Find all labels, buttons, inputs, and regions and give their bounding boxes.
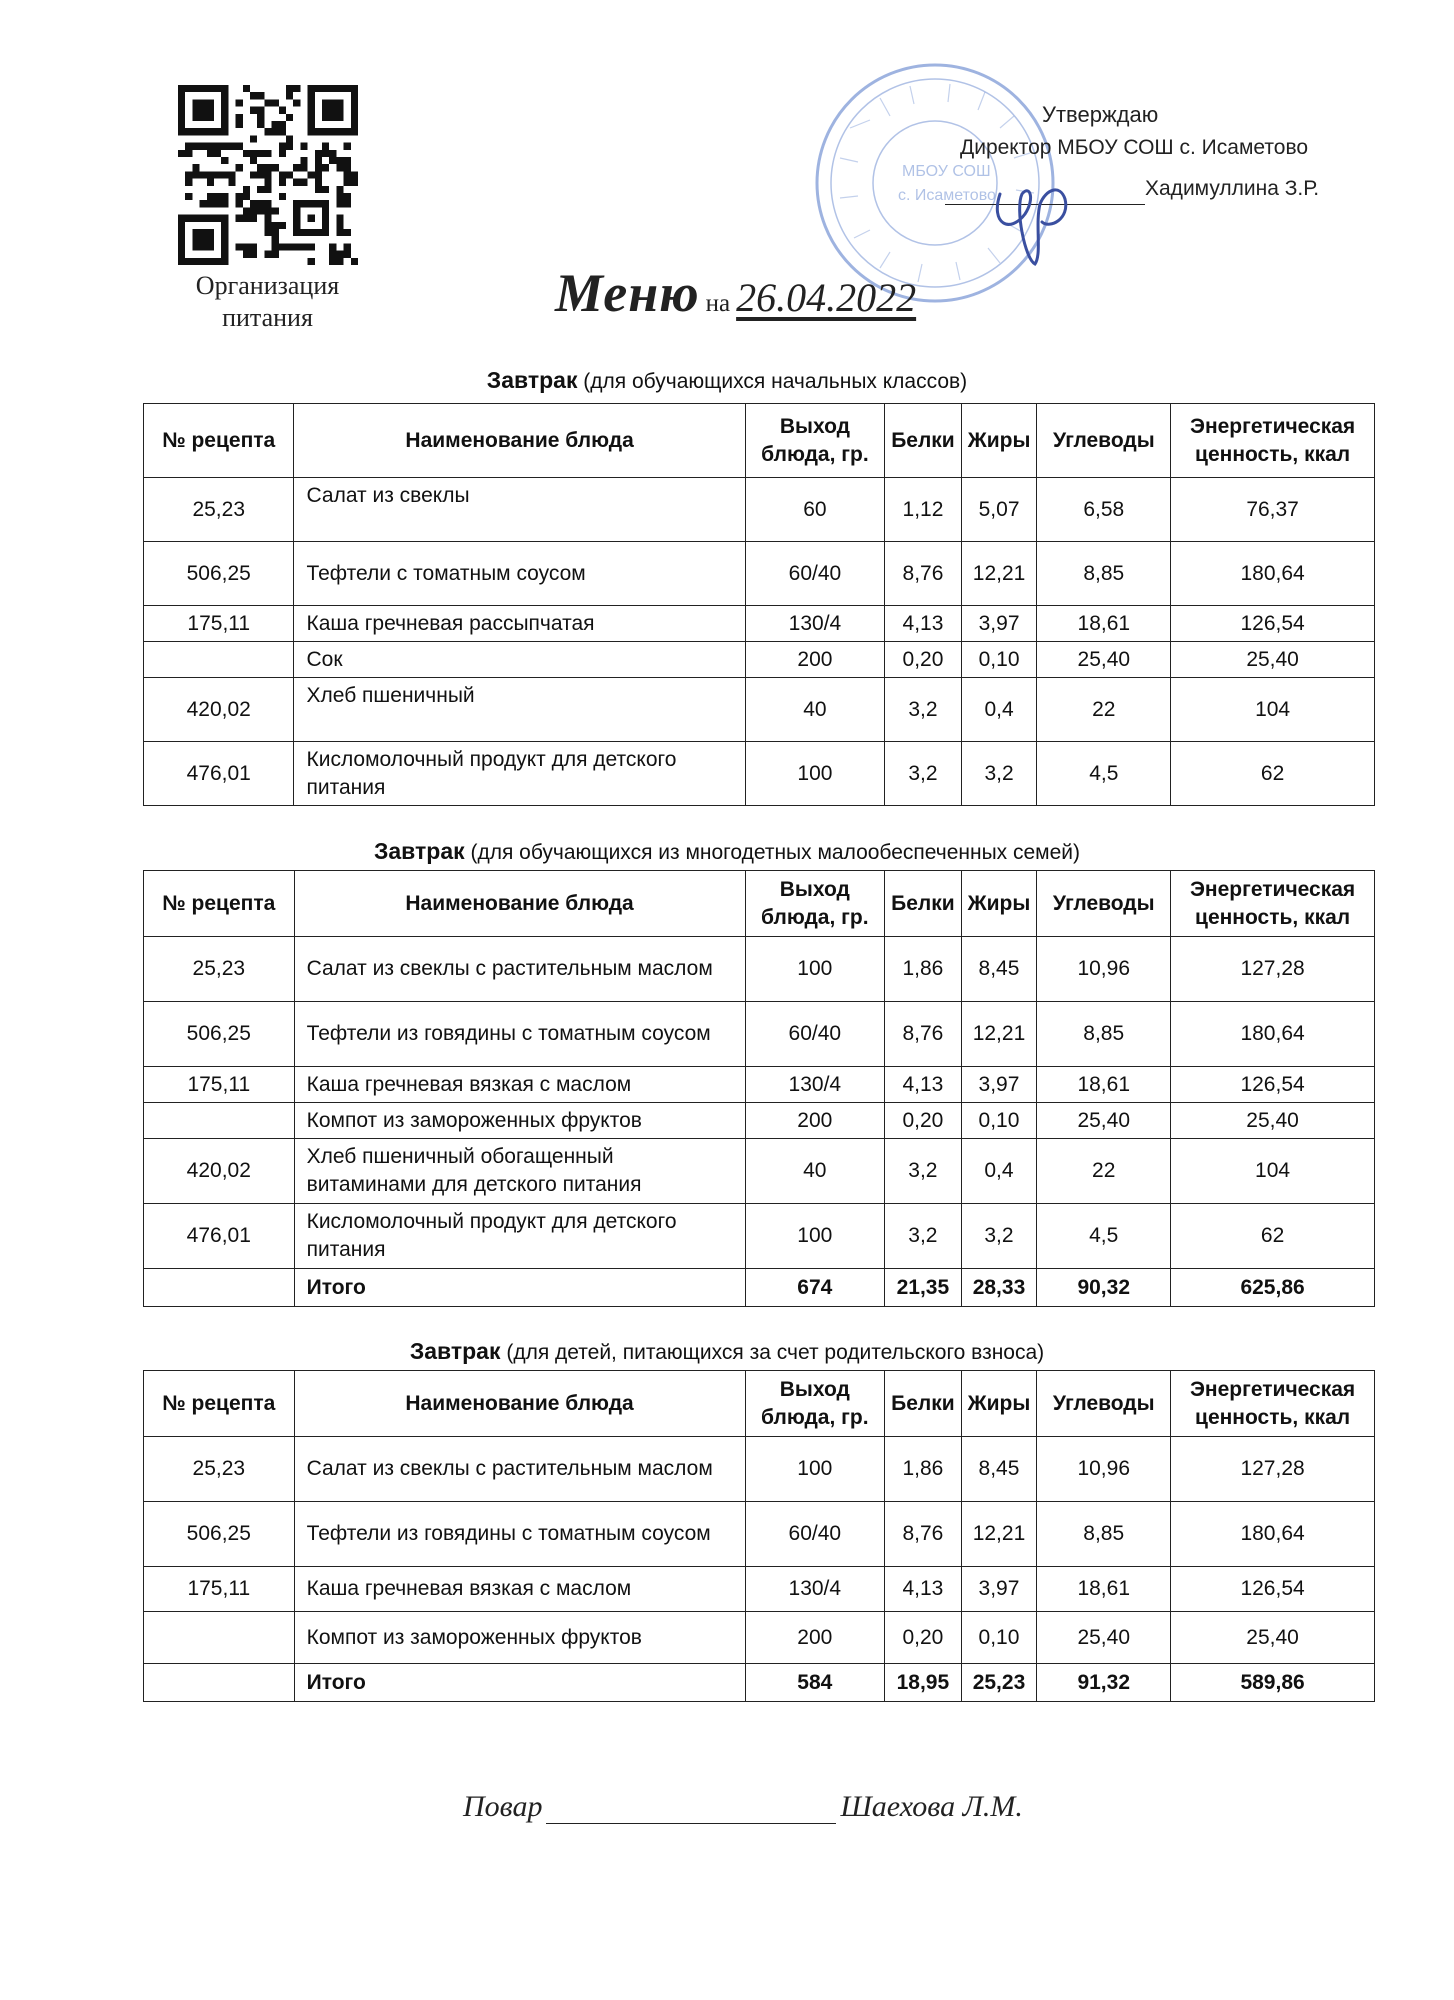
col-dish-name: Наименование блюда [294, 871, 745, 937]
col-carbs: Углеводы [1037, 404, 1171, 478]
cook-signature-line [463, 1790, 1023, 1824]
protein-cell: 1,86 [885, 1437, 962, 1502]
carbs-cell: 4,5 [1037, 1204, 1171, 1269]
cook-label: Повар [463, 1790, 543, 1823]
output-cell: 100 [745, 742, 885, 806]
total-fat: 28,33 [961, 1269, 1037, 1307]
energy-cell: 127,28 [1171, 937, 1375, 1002]
carbs-cell: 4,5 [1037, 742, 1171, 806]
total-label: Итого [294, 1664, 745, 1702]
output-cell: 200 [745, 642, 885, 678]
org-label: Организация питания [195, 271, 340, 332]
section-title-large-families [0, 838, 1454, 865]
carbs-cell: 25,40 [1037, 642, 1171, 678]
dish-name-cell: Кисломолочный продукт для детского питания [294, 1204, 745, 1269]
table-row [144, 1612, 1375, 1664]
page-title [555, 262, 916, 324]
table-row [144, 1002, 1375, 1067]
menu-table-parent-paid [143, 1370, 1375, 1702]
fat-cell: 8,45 [961, 937, 1037, 1002]
recipe-cell: 175,11 [144, 606, 294, 642]
carbs-cell: 8,85 [1037, 1502, 1171, 1567]
total-label: Итого [294, 1269, 745, 1307]
energy-cell: 180,64 [1171, 1502, 1375, 1567]
energy-cell: 126,54 [1171, 1567, 1375, 1612]
section-title-bold: Завтрак [409, 1338, 501, 1364]
cook-name: Шаехова Л.М. [840, 1790, 1023, 1823]
svg-text:МБОУ СОШ: МБОУ СОШ [902, 163, 991, 180]
director-line: Директор МБОУ СОШ с. Исаметово [960, 136, 1309, 159]
energy-cell: 180,64 [1171, 542, 1375, 606]
carbs-cell: 8,85 [1037, 542, 1171, 606]
table-header-row [144, 404, 1375, 478]
carbs-cell: 22 [1037, 678, 1171, 742]
section-title-bold: Завтрак [486, 367, 578, 393]
fat-cell: 12,21 [961, 542, 1037, 606]
dish-name-cell: Кисломолочный продукт для детского питания [294, 742, 745, 806]
output-cell: 130/4 [745, 1567, 885, 1612]
fat-cell: 0,10 [961, 642, 1037, 678]
col-dish-name: Наименование блюда [294, 1371, 745, 1437]
recipe-cell: 506,25 [144, 1002, 295, 1067]
protein-cell: 4,13 [885, 1567, 962, 1612]
recipe-cell: 506,25 [144, 1502, 295, 1567]
col-fat: Жиры [961, 404, 1037, 478]
col-fat: Жиры [961, 871, 1037, 937]
table-row [144, 1567, 1375, 1612]
protein-cell: 0,20 [885, 642, 962, 678]
cook-underline [546, 1794, 836, 1824]
fat-cell: 12,21 [961, 1502, 1037, 1567]
protein-cell: 4,13 [885, 1067, 962, 1103]
carbs-cell: 25,40 [1037, 1103, 1171, 1139]
section-title-parent-paid [0, 1338, 1454, 1365]
col-dish-name: Наименование блюда [294, 404, 745, 478]
section-title-rest: (для детей, питающихся за счет родительского взноса) [506, 1341, 1045, 1364]
section-title-primary [0, 367, 1454, 394]
protein-cell: 1,86 [885, 937, 962, 1002]
protein-cell: 0,20 [885, 1612, 962, 1664]
director-name: Хадимуллина З.Р. [1145, 177, 1320, 200]
col-protein: Белки [885, 1371, 962, 1437]
recipe-cell: 25,23 [144, 1437, 295, 1502]
col-protein: Белки [885, 404, 962, 478]
dish-name-cell: Салат из свеклы с растительным маслом [294, 937, 745, 1002]
recipe-cell [144, 1664, 295, 1702]
carbs-cell: 18,61 [1037, 1067, 1171, 1103]
title-date: 26.04.2022 [736, 275, 917, 320]
protein-cell: 3,2 [885, 1204, 962, 1269]
carbs-cell: 6,58 [1037, 478, 1171, 542]
total-carbs: 90,32 [1037, 1269, 1171, 1307]
dish-name-cell: Хлеб пшеничный обогащенный витаминами для детского питания [294, 1139, 745, 1204]
director-signature [980, 164, 1090, 274]
total-energy: 625,86 [1171, 1269, 1375, 1307]
dish-name-cell: Компот из замороженных фруктов [294, 1612, 745, 1664]
table-row [144, 937, 1375, 1002]
qr-code[interactable] [178, 85, 358, 265]
fat-cell: 0,4 [961, 1139, 1037, 1204]
protein-cell: 0,20 [885, 1103, 962, 1139]
col-output: Выход блюда, гр. [745, 404, 885, 478]
total-protein: 21,35 [885, 1269, 962, 1307]
dish-name-cell: Каша гречневая вязкая с маслом [294, 1067, 745, 1103]
col-output: Выход блюда, гр. [745, 1371, 885, 1437]
recipe-cell: 506,25 [144, 542, 294, 606]
table-row [144, 742, 1375, 806]
table-total-row [144, 1269, 1375, 1307]
energy-cell: 62 [1171, 1204, 1375, 1269]
recipe-cell: 25,23 [144, 478, 294, 542]
output-cell: 130/4 [745, 606, 885, 642]
fat-cell: 8,45 [961, 1437, 1037, 1502]
title-word: Меню [555, 263, 700, 323]
table-row [144, 1204, 1375, 1269]
recipe-cell: 420,02 [144, 1139, 295, 1204]
dish-name-cell: Каша гречневая вязкая с маслом [294, 1567, 745, 1612]
table-row [144, 1139, 1375, 1204]
col-energy: Энергетическая ценность, ккал [1171, 871, 1375, 937]
energy-cell: 127,28 [1171, 1437, 1375, 1502]
energy-cell: 25,40 [1171, 1103, 1375, 1139]
dish-name-cell: Компот из замороженных фруктов [294, 1103, 745, 1139]
col-recipe: № рецепта [144, 404, 294, 478]
dish-name-cell: Каша гречневая рассыпчатая [294, 606, 745, 642]
fat-cell: 3,97 [961, 1067, 1037, 1103]
col-recipe: № рецепта [144, 1371, 295, 1437]
dish-name-cell: Тефтели с томатным соусом [294, 542, 745, 606]
output-cell: 100 [745, 1437, 885, 1502]
dish-name-cell: Салат из свеклы [294, 478, 745, 542]
col-carbs: Углеводы [1037, 1371, 1171, 1437]
menu-table-large-families [143, 870, 1375, 1307]
approve-line: Утверждаю [1042, 102, 1159, 127]
total-energy: 589,86 [1171, 1664, 1375, 1702]
output-cell: 100 [745, 1204, 885, 1269]
fat-cell: 3,97 [961, 606, 1037, 642]
table-row [144, 1103, 1375, 1139]
total-output: 674 [745, 1269, 885, 1307]
recipe-cell: 175,11 [144, 1067, 295, 1103]
output-cell: 100 [745, 937, 885, 1002]
carbs-cell: 22 [1037, 1139, 1171, 1204]
recipe-cell [144, 642, 294, 678]
energy-cell: 104 [1171, 678, 1375, 742]
recipe-cell: 175,11 [144, 1567, 295, 1612]
table-row [144, 606, 1375, 642]
table-row [144, 678, 1375, 742]
output-cell: 60 [745, 478, 885, 542]
recipe-cell: 25,23 [144, 937, 295, 1002]
col-output: Выход блюда, гр. [745, 871, 885, 937]
output-cell: 60/40 [745, 1002, 885, 1067]
output-cell: 200 [745, 1103, 885, 1139]
table-row [144, 478, 1375, 542]
protein-cell: 8,76 [885, 542, 962, 606]
section-title-rest: (для обучающихся из многодетных малообеспеченных семей) [470, 841, 1081, 864]
dish-name-cell: Сок [294, 642, 745, 678]
col-recipe: № рецепта [144, 871, 295, 937]
total-output: 584 [745, 1664, 885, 1702]
fat-cell: 12,21 [961, 1002, 1037, 1067]
carbs-cell: 18,61 [1037, 1567, 1171, 1612]
approval-block [960, 98, 1360, 205]
fat-cell: 0,4 [961, 678, 1037, 742]
fat-cell: 3,2 [961, 742, 1037, 806]
carbs-cell: 18,61 [1037, 606, 1171, 642]
dish-name-cell: Хлеб пшеничный [294, 678, 745, 742]
table-total-row [144, 1664, 1375, 1702]
col-energy: Энергетическая ценность, ккал [1171, 404, 1375, 478]
col-protein: Белки [885, 871, 962, 937]
recipe-cell [144, 1269, 295, 1307]
col-carbs: Углеводы [1037, 871, 1171, 937]
carbs-cell: 10,96 [1037, 937, 1171, 1002]
table-row [144, 542, 1375, 606]
recipe-cell: 420,02 [144, 678, 294, 742]
table-row [144, 1502, 1375, 1567]
protein-cell: 1,12 [885, 478, 962, 542]
carbs-cell: 10,96 [1037, 1437, 1171, 1502]
dish-name-cell: Тефтели из говядины с томатным соусом [294, 1502, 745, 1567]
carbs-cell: 8,85 [1037, 1002, 1171, 1067]
recipe-cell: 476,01 [144, 1204, 295, 1269]
recipe-cell: 476,01 [144, 742, 294, 806]
energy-cell: 180,64 [1171, 1002, 1375, 1067]
protein-cell: 8,76 [885, 1002, 962, 1067]
energy-cell: 76,37 [1171, 478, 1375, 542]
output-cell: 130/4 [745, 1067, 885, 1103]
energy-cell: 62 [1171, 742, 1375, 806]
table-row [144, 1437, 1375, 1502]
dish-name-cell: Тефтели из говядины с томатным соусом [294, 1002, 745, 1067]
menu-table-primary [143, 403, 1375, 806]
fat-cell: 3,2 [961, 1204, 1037, 1269]
output-cell: 40 [745, 678, 885, 742]
fat-cell: 3,97 [961, 1567, 1037, 1612]
recipe-cell [144, 1612, 295, 1664]
total-carbs: 91,32 [1037, 1664, 1171, 1702]
recipe-cell [144, 1103, 295, 1139]
output-cell: 60/40 [745, 1502, 885, 1567]
fat-cell: 0,10 [961, 1103, 1037, 1139]
energy-cell: 126,54 [1171, 1067, 1375, 1103]
fat-cell: 0,10 [961, 1612, 1037, 1664]
svg-text:с. Исаметово: с. Исаметово [898, 187, 996, 204]
carbs-cell: 25,40 [1037, 1612, 1171, 1664]
protein-cell: 4,13 [885, 606, 962, 642]
total-protein: 18,95 [885, 1664, 962, 1702]
energy-cell: 126,54 [1171, 606, 1375, 642]
table-header-row [144, 1371, 1375, 1437]
energy-cell: 104 [1171, 1139, 1375, 1204]
col-energy: Энергетическая ценность, ккал [1171, 1371, 1375, 1437]
protein-cell: 3,2 [885, 678, 962, 742]
col-fat: Жиры [961, 1371, 1037, 1437]
total-fat: 25,23 [961, 1664, 1037, 1702]
protein-cell: 8,76 [885, 1502, 962, 1567]
output-cell: 40 [745, 1139, 885, 1204]
title-preposition: на [705, 290, 731, 317]
dish-name-cell: Салат из свеклы с растительным маслом [294, 1437, 745, 1502]
energy-cell: 25,40 [1171, 1612, 1375, 1664]
section-title-bold: Завтрак [373, 838, 465, 864]
output-cell: 200 [745, 1612, 885, 1664]
energy-cell: 25,40 [1171, 642, 1375, 678]
protein-cell: 3,2 [885, 742, 962, 806]
protein-cell: 3,2 [885, 1139, 962, 1204]
output-cell: 60/40 [745, 542, 885, 606]
table-header-row [144, 871, 1375, 937]
section-title-rest: (для обучающихся начальных классов) [583, 370, 968, 393]
table-row [144, 642, 1375, 678]
table-row [144, 1067, 1375, 1103]
fat-cell: 5,07 [961, 478, 1037, 542]
